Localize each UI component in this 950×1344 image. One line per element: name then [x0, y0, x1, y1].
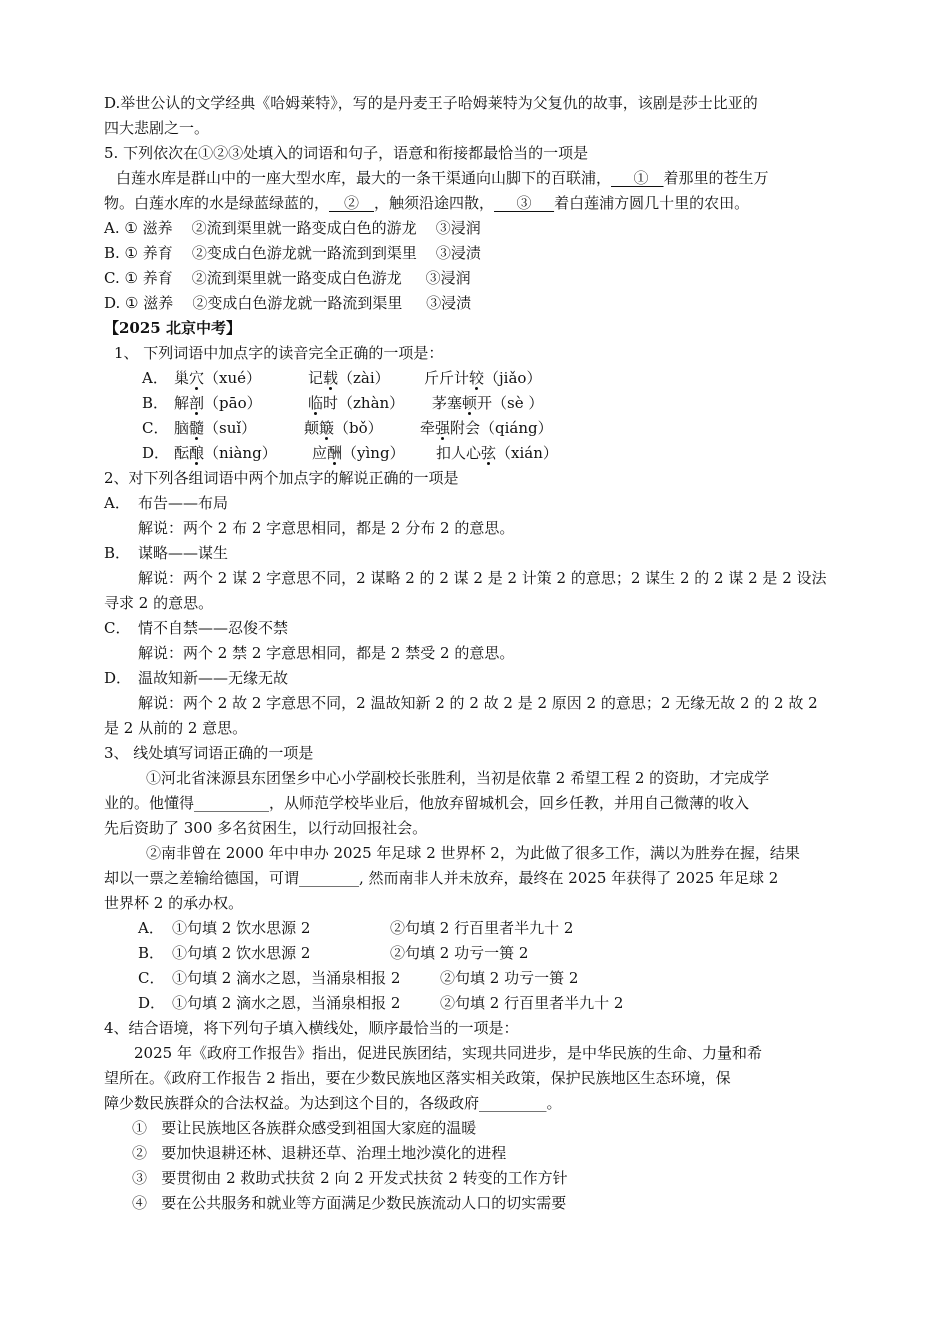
q4-passage-line2: 望所在。《政府工作报告 2 指出，要在少数民族地区落实相关政策，保护民族地区生态环境，保: [104, 1069, 731, 1087]
q5-option-c: C. ① 养育 ②流到渠里就一路变成白色游龙 ③浸润: [104, 269, 471, 287]
dotted-char: 临: [308, 394, 324, 412]
q2-option-a: A． 布告——布局: [104, 494, 229, 512]
q3-option-d: D． ①句填 2 滴水之恩，当涌泉相报 2 ②句填 2 行百里者半九十 2: [138, 994, 624, 1012]
dotted-char: 剖: [189, 394, 205, 412]
q1-stem: 1、 下列词语中加点字的读音完全正确的一项是：: [114, 344, 444, 362]
dotted-char: 髓: [189, 419, 205, 437]
q1-option-a: A． 巢穴（xué） 记载（zài） 斤斤计较（jiǎo）: [142, 369, 542, 387]
option-d-line1: D.举世公认的文学经典《哈姆莱特》，写的是丹麦王子哈姆莱特为父复仇的故事，该剧是莎士比亚的: [104, 94, 758, 112]
q3-passage2-line1: ②南非曾在 2000 年中申办 2025 年足球 2 世界杯 2，为此做了很多工作，满以为胜券在握，结果: [146, 844, 800, 862]
q2-explanation-a: 解说：两个 2 布 2 字意思相同，都是 2 分布 2 的意思。: [138, 519, 515, 537]
q4-stem: 4、结合语境，将下列句子填入横线处，顺序最恰当的一项是：: [104, 1019, 519, 1037]
q2-explanation-c: 解说：两个 2 禁 2 字意思相同，都是 2 禁受 2 的意思。: [138, 644, 515, 662]
q1-option-d: D． 酝酿（niàng） 应酬（yìng） 扣人心弦（xián）: [142, 444, 558, 462]
q4-item-3: ③ 要贯彻由 2 救助式扶贫 2 向 2 开发式扶贫 2 转变的工作方针: [132, 1169, 568, 1187]
q2-explanation-d-line2: 是 2 从前的 2 意思。: [104, 719, 248, 737]
q4-passage-line3: 障少数民族群众的合法权益。为达到这个目的，各级政府_________。: [104, 1094, 562, 1112]
q4-item-4: ④ 要在公共服务和就业等方面满足少数民族流动人口的切实需要: [132, 1194, 567, 1212]
q1-option-c: C． 脑髓（suǐ） 颠簸（bǒ） 牵强附会（qiáng）: [142, 419, 553, 437]
dotted-char: 酿: [189, 444, 205, 462]
q5-option-d: D. ① 滋养 ②变成白色游龙就一路流到渠里 ③浸渍: [104, 294, 472, 312]
q5-option-b: B. ① 养育 ②变成白色游龙就一路流到到渠里 ③浸渍: [104, 244, 481, 262]
q2-option-c: C． 情不自禁——忍俊不禁: [104, 619, 289, 637]
q3-option-a: A． ①句填 2 饮水思源 2 ②句填 2 行百里者半九十 2: [138, 919, 574, 937]
dotted-char: 载: [323, 369, 339, 387]
q5-option-a: A. ① 滋养 ②流到渠里就一路变成白色的游龙 ③浸润: [104, 219, 481, 237]
q2-stem: 2、对下列各组词语中两个加点字的解说正确的一项是: [104, 469, 459, 487]
dotted-char: 较: [469, 369, 485, 387]
q3-passage1-line1: ①河北省涞源县东团堡乡中心小学副校长张胜利，当初是依靠 2 希望工程 2 的资助，才完成学: [146, 769, 770, 787]
q3-passage1-line3: 先后资助了 300 多名贫困生，以行动回报社会。: [104, 819, 428, 837]
q3-passage2-line3: 世界杯 2 的承办权。: [104, 894, 244, 912]
q5-stem: 5. 下列依次在①②③处填入的词语和句子，语意和衔接都最恰当的一项是: [104, 144, 589, 162]
option-d-line2: 四大悲剧之一。: [104, 119, 210, 137]
q2-explanation-b-line2: 寻求 2 的意思。: [104, 594, 214, 612]
q3-passage2-line2: 却以一票之差输给德国，可谓________, 然而南非人并未放弃，最终在 2025 年获得了 2025 年足球 2: [104, 869, 779, 887]
q5-passage-line1: 白莲水库是群山中的一座大型水库，最大的一条干渠通向山脚下的百联浦，___①__着那里的苍生万: [116, 169, 769, 187]
blank-2: __②__: [329, 194, 375, 212]
q2-explanation-b-line1: 解说：两个 2 谋 2 字意思不同，2 谋略 2 的 2 谋 2 是 2 计策 2 的意思；2 谋生 2 的 2 谋 2 是 2 设法: [138, 569, 827, 587]
q2-option-b: B． 谋略——谋生: [104, 544, 229, 562]
blank-3: ___③___: [494, 194, 555, 212]
q1-option-b: B． 解剖（pāo） 临时（zhàn） 茅塞顿开（sè ）: [142, 394, 544, 412]
q3-option-b: B． ①句填 2 饮水思源 2 ②句填 2 功亏一篑 2: [138, 944, 529, 962]
section-title: 【2025 北京中考】: [104, 319, 241, 337]
q4-item-1: ① 要让民族地区各族群众感受到祖国大家庭的温暖: [132, 1119, 477, 1137]
q3-passage1-line2: 业的。他懂得__________，从师范学校毕业后，他放弃留城机会，回乡任教，并用自己微薄的收入: [104, 794, 750, 812]
q5-passage-line2: 物。白莲水库的水是绿蓝绿蓝的，__②__，触须沿途四散，___③___着白莲浦方圆几十里的农田。: [104, 194, 750, 212]
dotted-char: 弦: [481, 444, 497, 462]
q3-stem: 3、 线处填写词语正确的一项是: [104, 744, 314, 762]
q2-option-d: D． 温故知新——无缘无故: [104, 669, 289, 687]
dotted-char: 簸: [319, 419, 335, 437]
q4-item-2: ② 要加快退耕还林、退耕还草、治理土地沙漠化的进程: [132, 1144, 507, 1162]
q2-explanation-d-line1: 解说：两个 2 故 2 字意思不同，2 温故知新 2 的 2 故 2 是 2 原因 2 的意思；2 无缘无故 2 的 2 故 2: [138, 694, 818, 712]
dotted-char: 酬: [327, 444, 343, 462]
dotted-char: 顿: [462, 394, 478, 412]
q4-passage-line1: 2025 年《政府工作报告》指出，促进民族团结，实现共同进步，是中华民族的生命、力量和希: [134, 1044, 762, 1062]
dotted-char: 穴: [189, 369, 205, 387]
q3-option-c: C． ①句填 2 滴水之恩，当涌泉相报 2 ②句填 2 功亏一篑 2: [138, 969, 579, 987]
dotted-char: 强: [435, 419, 451, 437]
blank-1: ___①__: [611, 169, 664, 187]
